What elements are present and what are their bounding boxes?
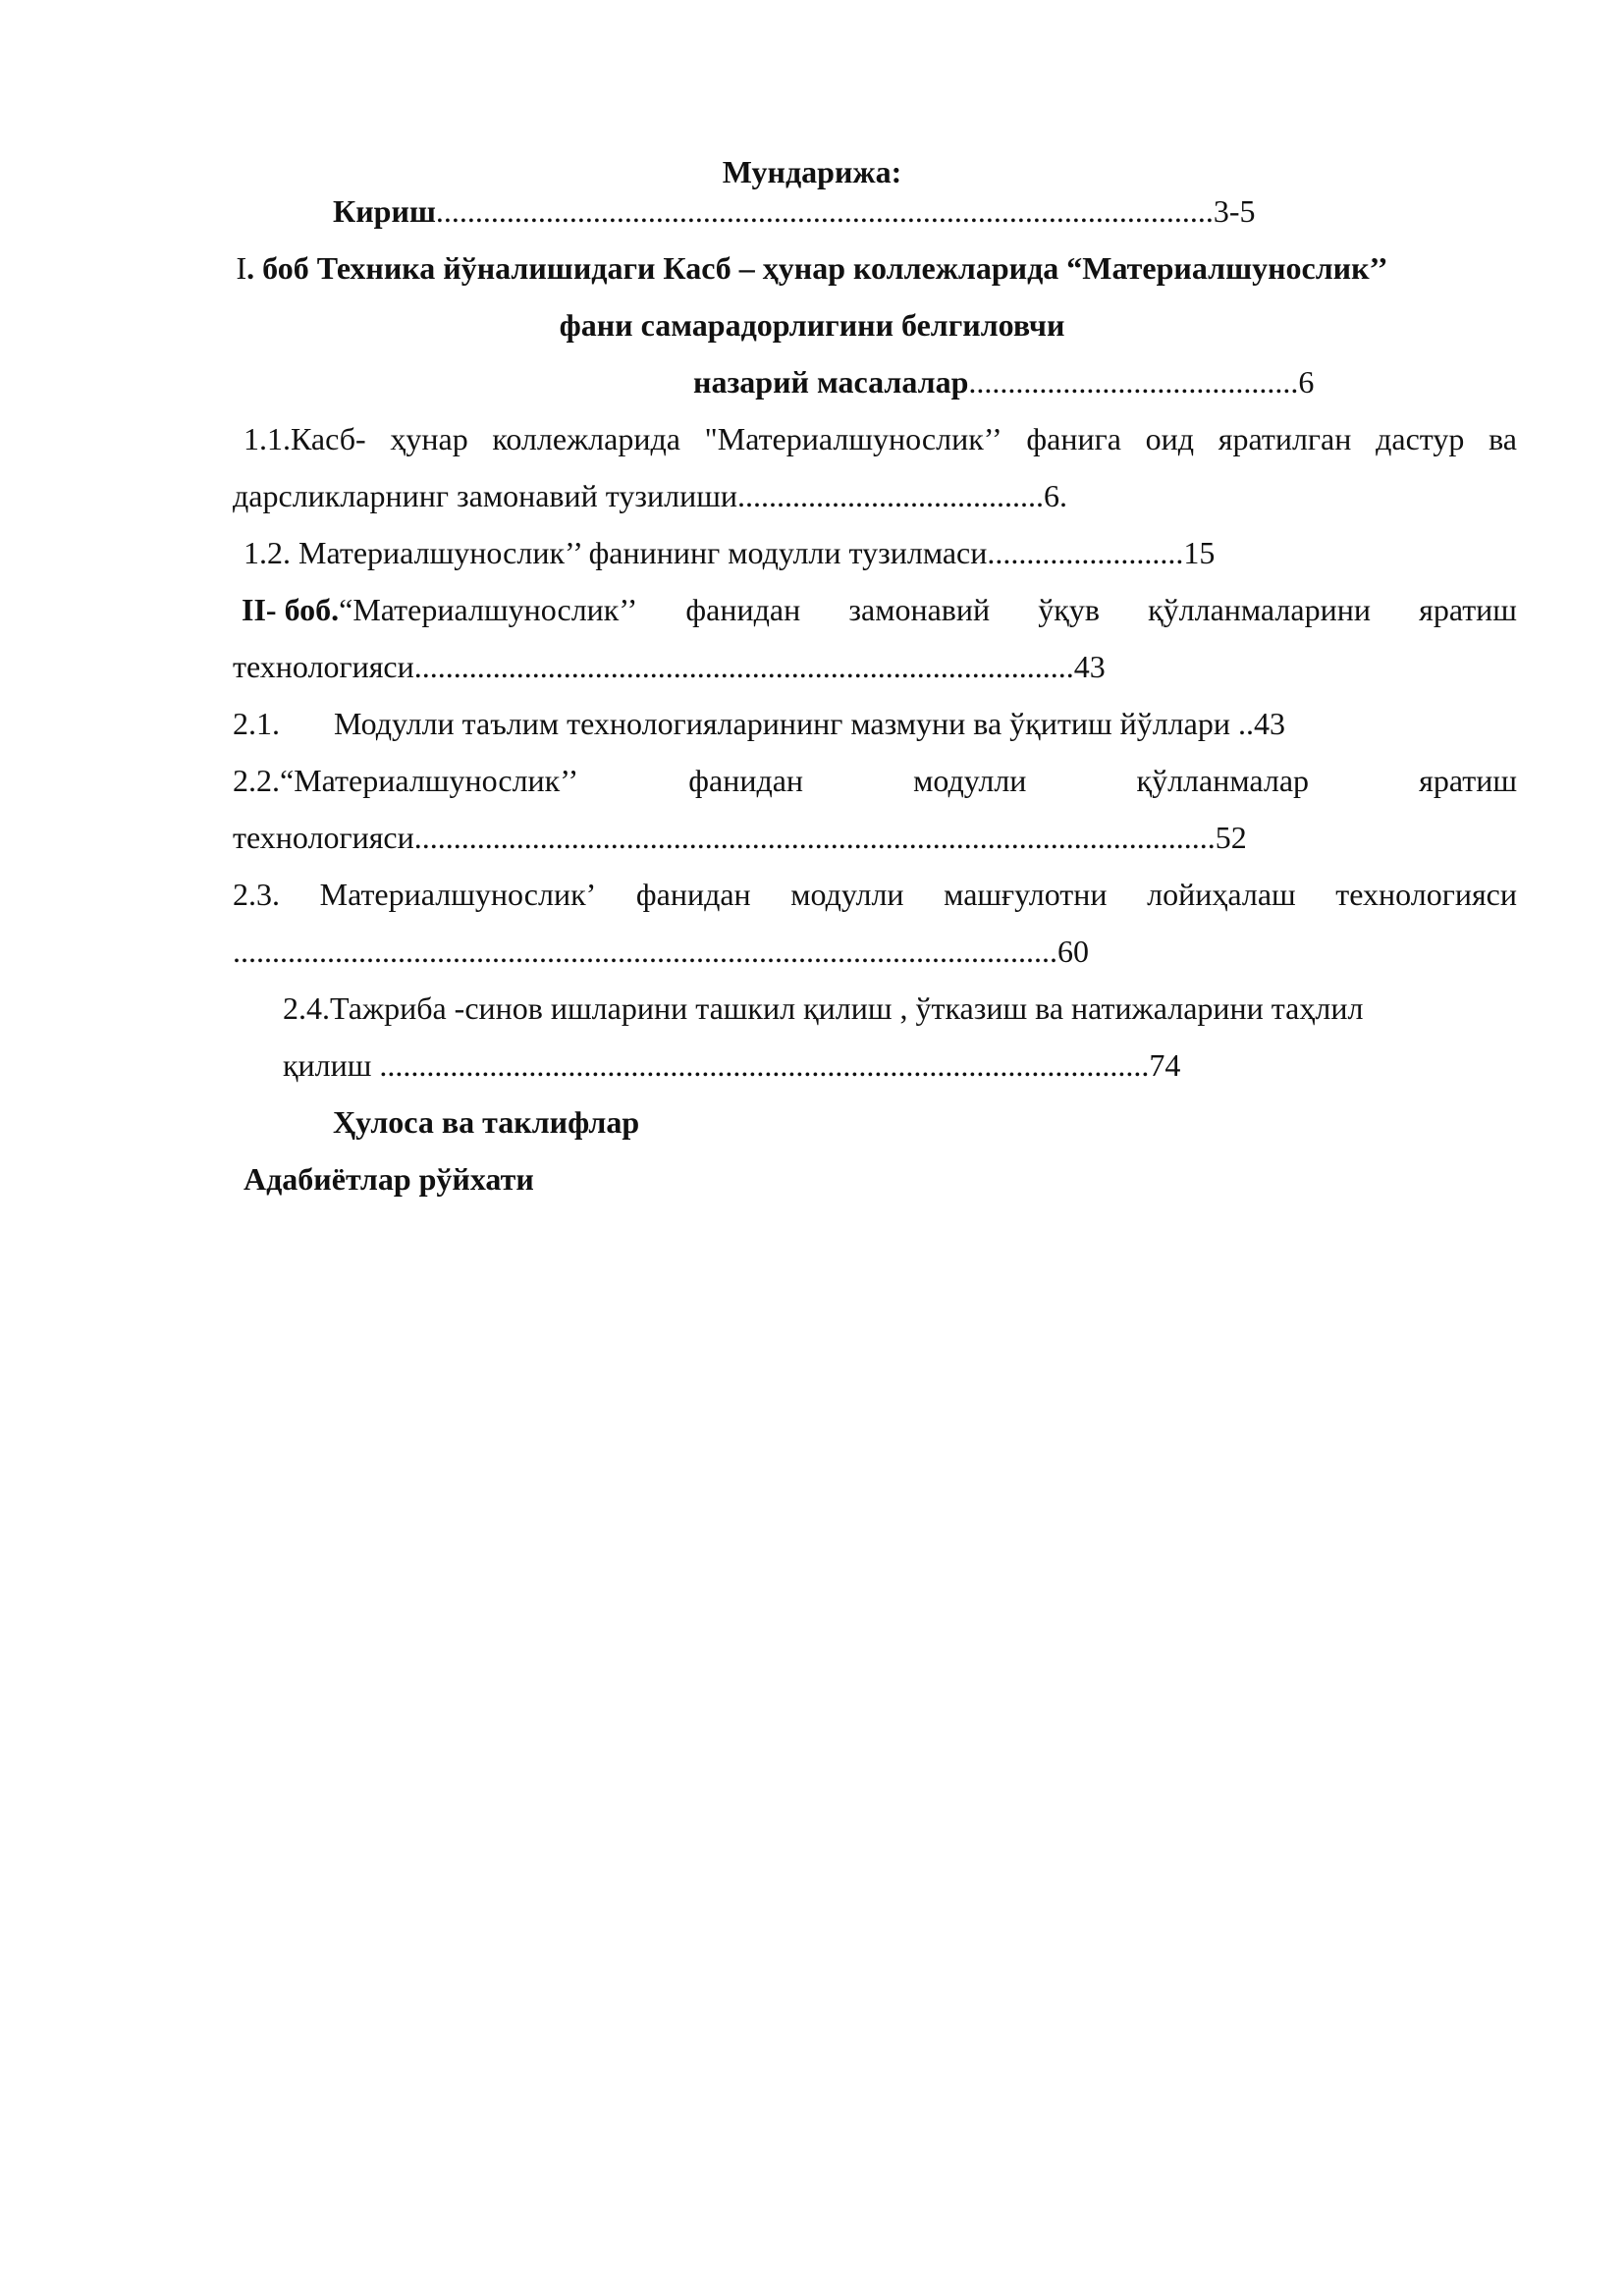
- toc-entry-label: Кириш: [333, 193, 436, 229]
- word: қўлланмалар: [1136, 763, 1310, 798]
- toc-section-2-3-line-1: [233, 875, 1517, 914]
- chapter-title: . боб Техника йўналишидаги Касб – ҳунар коллежларида “Материалшунослик’’: [246, 250, 1388, 286]
- toc-chapter-1-line-3: [693, 362, 1314, 401]
- toc-page-number: 6: [1298, 364, 1315, 400]
- toc-references: Адабиётлар рўйхати: [244, 1161, 534, 1197]
- toc-leader: ..........................................: [968, 364, 1299, 400]
- word: ва: [1489, 421, 1517, 456]
- word: фанидан: [685, 592, 801, 627]
- word: дастур: [1376, 421, 1465, 456]
- word: қўлланмаларини: [1148, 592, 1371, 627]
- word: машғулотни: [944, 877, 1108, 912]
- word: модулли: [913, 763, 1027, 798]
- toc-chapter-2-line-2: технологияси....................................................................................43: [233, 649, 1106, 684]
- word: ҳунар: [390, 421, 468, 456]
- toc-section-1-1-line-1: [244, 419, 1517, 458]
- toc-entry-intro: [333, 191, 1256, 231]
- toc-section-2-2-line-1: [233, 761, 1517, 800]
- toc-section-2-2-line-2: технологияси......................................................................................................52: [233, 820, 1247, 855]
- word: технологияси: [1335, 877, 1517, 912]
- chapter-label: II- боб.: [242, 592, 340, 627]
- word: ўқув: [1038, 592, 1100, 627]
- word: 2.2.“Материалшунослик’’: [233, 763, 579, 798]
- toc-chapter-2-line-1: [242, 590, 1517, 629]
- chapter-title-end: назарий масалалар: [693, 364, 969, 400]
- word: замонавий: [848, 592, 991, 627]
- toc-leader: ...................................................................................................: [435, 193, 1214, 229]
- toc-section-1-1-line-2: дарсликларнинг замонавий тузилиши.......................................6.: [233, 478, 1067, 513]
- toc-chapter-1-line-2: фани самарадорлигини белгиловчи: [559, 307, 1065, 343]
- word: 2.3.: [233, 877, 280, 912]
- toc-conclusion: Ҳулоса ва таклифлар: [333, 1104, 640, 1140]
- word: Материалшунослик’: [319, 877, 597, 912]
- toc-page-number: 3-5: [1213, 193, 1256, 229]
- section-number: 2.1.: [233, 706, 280, 741]
- toc-section-1-2: 1.2. Материалшунослик’’ фанининг модулли тузилмаси.........................15: [244, 535, 1216, 570]
- toc-title: Мундарижа:: [722, 154, 902, 189]
- word: яратиш: [1419, 763, 1517, 798]
- word: яратиш: [1419, 592, 1517, 627]
- word: модулли: [790, 877, 904, 912]
- toc-section-2-1: [233, 704, 1285, 743]
- word: лойиҳалаш: [1147, 877, 1296, 912]
- word: фанидан: [635, 877, 751, 912]
- word: яратилган: [1218, 421, 1352, 456]
- toc-chapter-1-line-1: [0, 248, 1624, 288]
- word: фанига: [1026, 421, 1121, 456]
- word: “Материалшунослик’’: [339, 592, 638, 627]
- toc-section-2-3-line-2: .........................................................................................................60: [233, 934, 1089, 969]
- word: 1.1.Касб-: [244, 421, 366, 456]
- section-text: Модулли таълим технологияларининг мазмуни ва ўқитиш йўллари ..43: [334, 706, 1285, 741]
- word: оид: [1145, 421, 1195, 456]
- word: "Материалшунослик’’: [704, 421, 1002, 456]
- toc-section-2-4-line-1: 2.4.Тажриба -синов ишларини ташкил қилиш , ўтказиш ва натижаларини таҳлил: [283, 990, 1364, 1026]
- chapter-numeral: I: [236, 250, 247, 286]
- word: коллежларида: [492, 421, 680, 456]
- toc-section-2-4-line-2: қилиш ..................................................................................................74: [283, 1047, 1181, 1083]
- word: фанидан: [688, 763, 804, 798]
